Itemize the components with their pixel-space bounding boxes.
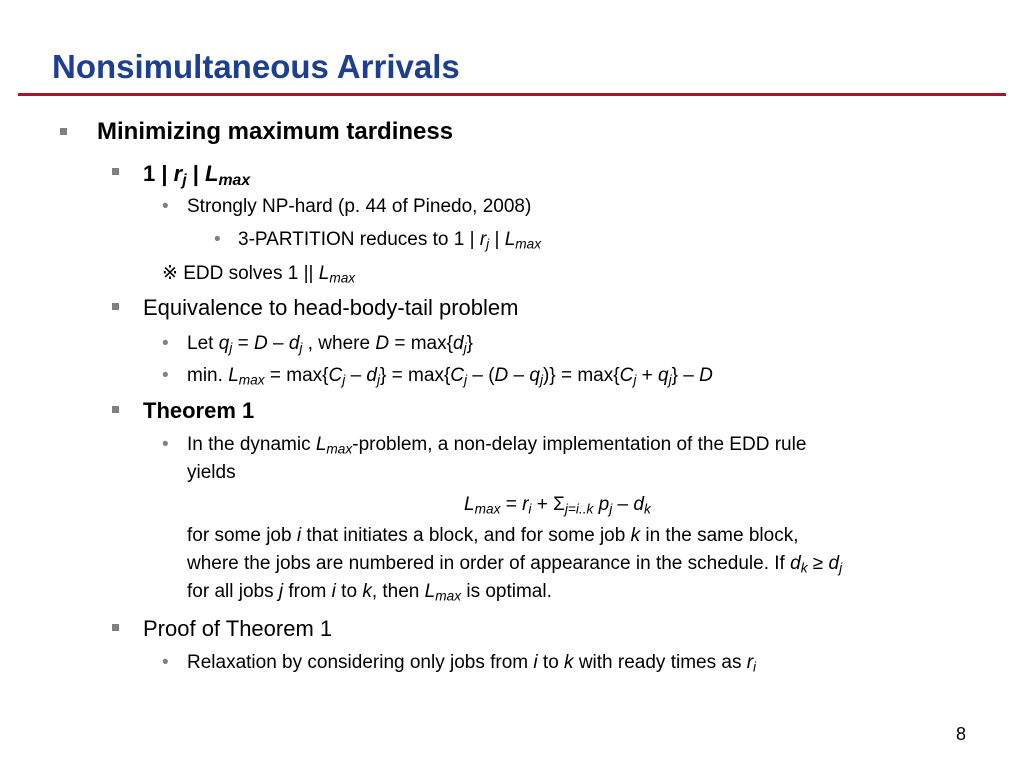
dot-bullet-icon: • bbox=[214, 229, 221, 250]
square-bullet-icon bbox=[112, 168, 119, 175]
theorem-statement-line2: yields bbox=[187, 462, 236, 483]
theorem-text-line3: for some job i that initiates a block, and for some job k in the same block, bbox=[187, 525, 799, 546]
bullet-theorem-1: Theorem 1 bbox=[143, 398, 255, 423]
bullet-relaxation: Relaxation by considering only jobs from i to k with ready times as $r_i$ bbox=[187, 652, 757, 675]
square-bullet-icon bbox=[60, 128, 67, 135]
square-bullet-icon bbox=[112, 624, 119, 631]
theorem-statement-line1: In the dynamic $L_{max}$-problem, a non-delay implementation of the EDD rule bbox=[187, 434, 807, 457]
dot-bullet-icon: • bbox=[162, 434, 169, 455]
slide-title: Nonsimultaneous Arrivals bbox=[52, 48, 460, 85]
dot-bullet-icon: • bbox=[162, 365, 169, 386]
bullet-problem-notation: 1 | $r_j$ | $L_{max}$ bbox=[143, 161, 251, 189]
dot-bullet-icon: • bbox=[162, 652, 169, 673]
bullet-proof-theorem-1: Proof of Theorem 1 bbox=[143, 616, 333, 641]
theorem-text-line5: for all jobs j from i to k, then $L_{max}$ is optimal. bbox=[187, 581, 552, 604]
bullet-equivalence: Equivalence to head-body-tail problem bbox=[143, 295, 519, 320]
dot-bullet-icon: • bbox=[162, 333, 169, 354]
bullet-np-hard: Strongly NP-hard (p. 44 of Pinedo, 2008) bbox=[187, 196, 532, 217]
square-bullet-icon bbox=[112, 303, 119, 310]
bullet-let-q: Let $q_j = D - d_j$ , where $D = \max\{d_j\}$ bbox=[187, 333, 473, 356]
square-bullet-icon bbox=[112, 406, 119, 413]
note-edd-solves: ※ EDD solves 1 || $L_{max}$ bbox=[162, 263, 356, 286]
theorem-formula: $L_{max} = r_i + \Sigma_{j=i..k}$ $p_j - d_k$ bbox=[464, 494, 651, 517]
bullet-min-lmax: min. $L_{max} = \max\{C_j - d_j\} = \max\{C_j - (D - q_j)\} = \max\{C_j + q_j\} - D$ bbox=[187, 365, 713, 388]
bullet-3partition: 3-PARTITION reduces to 1 | $r_j$ | $L_{max}$ bbox=[238, 229, 542, 252]
page-number: 8 bbox=[955, 724, 966, 744]
bullet-minimizing-tardiness: Minimizing maximum tardiness bbox=[97, 118, 454, 145]
dot-bullet-icon: • bbox=[162, 196, 169, 217]
theorem-text-line4: where the jobs are numbered in order of appearance in the schedule. If $d_k \ge d_j$ bbox=[187, 553, 843, 576]
title-divider bbox=[18, 93, 1006, 96]
